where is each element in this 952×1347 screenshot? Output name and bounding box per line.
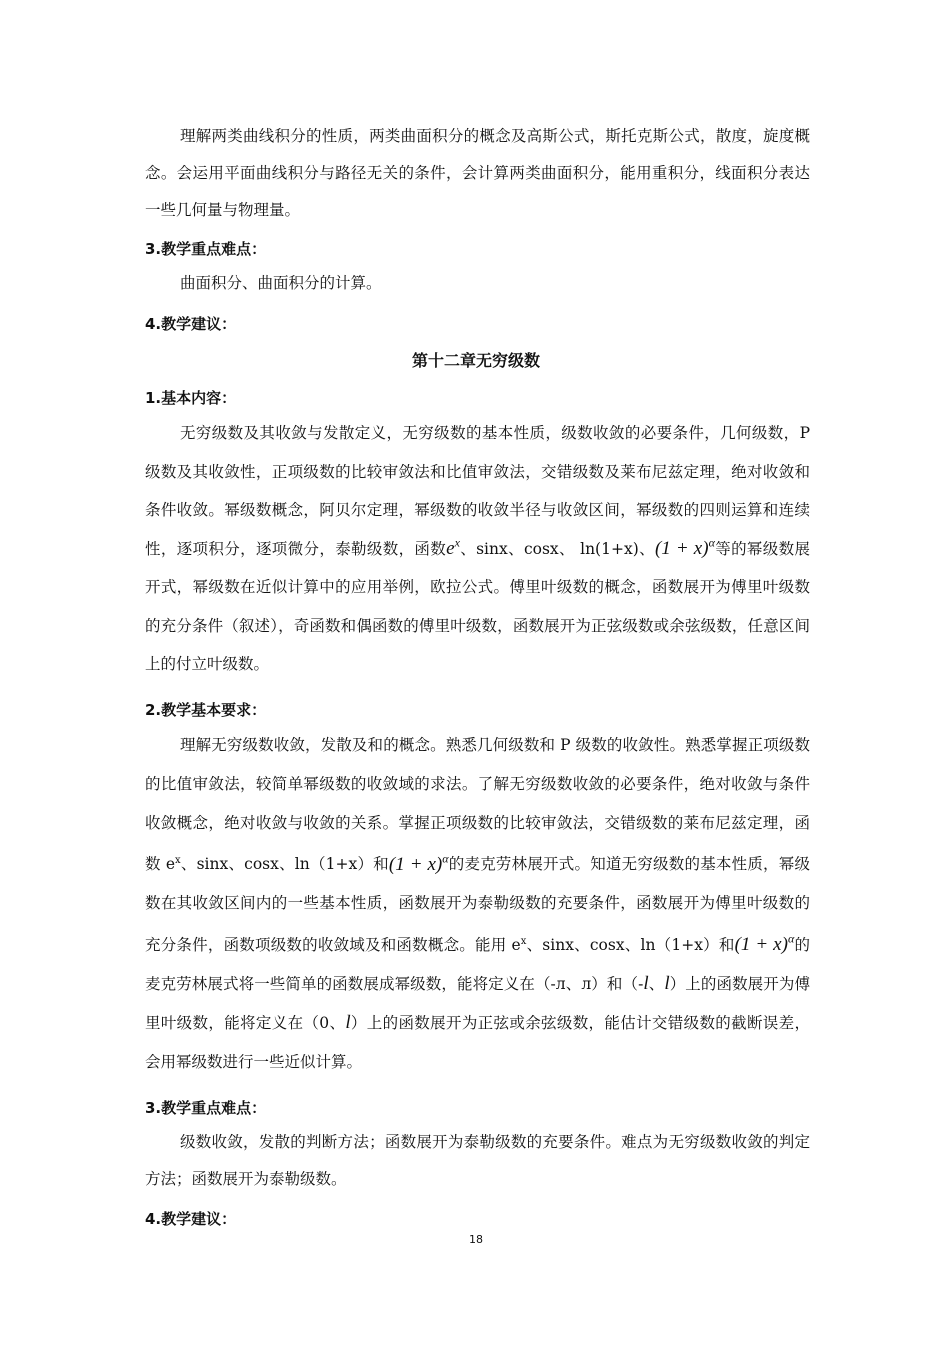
- heading-teaching-suggestions: 4.教学建议：: [145, 315, 237, 333]
- formula-binomial-2-exponent: α: [442, 851, 449, 866]
- requirements-e-exponent-2: x: [520, 936, 527, 948]
- formula-binomial-exponent: α: [708, 535, 715, 550]
- basic-content-text-3: 等的幂级数展开式，幂级数在近似计算中的应用举例，欧拉公式。傅里叶级数的概念，函数展开为傅里叶级数的充分条件（叙述），奇函数和偶函数的傅里叶级数，函数展开为正弦级数或余弦级数，任意区间上的付立叶级数。: [145, 539, 810, 673]
- formula-ell-1: l: [643, 973, 649, 995]
- requirements-text-8: ）上的函数展开为正弦或余弦级数，能估计交错级数的截断误差，会用幂级数进行一些近似计算。: [145, 1013, 810, 1071]
- formula-binomial-2: [388, 851, 449, 875]
- formula-binomial-3: [734, 931, 795, 956]
- requirements-text-4: 、sinx、cosx、ln（1+x）和: [526, 936, 735, 955]
- paragraph-basic-content: [145, 414, 810, 684]
- requirements-text-5: 的麦克劳林展式将一些简单的函数展成幂级数，能将定义在（-л、л）和（-: [145, 936, 810, 994]
- requirements-text-1: 理解无穷级数收敛，发散及和的概念。熟悉几何级数和 P 级数的收敛性。熟悉掌握正项级数的比值审敛法，较简单幂级数的收敛域的求法。了解无穷级数收敛的必要条件，绝对收敛与条件收敛概念，绝对收敛与收敛的关系。掌握正项级数的比较审敛法，交错级数的莱布尼兹定理，函数 e: [145, 736, 810, 874]
- basic-content-text-1: 无穷级数及其收敛与发散定义，无穷级数的基本性质，级数收敛的必要条件，几何级数，P 级数及其收敛性，正项级数的比较审敛法和比值审敛法，交错级数及莱布尼兹定理，绝对收敛和条件收敛。幂级数概念，阿贝尔定理，幂级数的收敛半径与收敛区间，幂级数的四则运算和连续性，逐项积分，逐项微分，泰勒级数，函数: [145, 424, 810, 558]
- heading-key-difficult-points: 3.教学重点难点：: [145, 240, 267, 258]
- paragraph-basic-requirements: [145, 726, 810, 1081]
- heading-key-difficult-points-2: 3.教学重点难点：: [145, 1099, 267, 1117]
- requirements-text-6: 、: [648, 975, 665, 994]
- requirements-text-7: ）上的函数展开为傅里叶级数，能将定义在（0、: [145, 975, 810, 1032]
- formula-binomial: [654, 535, 715, 559]
- paragraph-line-integral-requirements: 理解两类曲线积分的性质，两类曲面积分的概念及高斯公式，斯托克斯公式，散度，旋度概念。会运用平面曲线积分与路径无关的条件，会计算两类曲面积分，能用重积分，线面积分表达一些几何量与物理量。: [145, 127, 810, 219]
- chapter-title: 第十二章无穷级数: [411, 351, 540, 370]
- heading-teaching-suggestions-2: 4.教学建议：: [145, 1210, 237, 1228]
- formula-binomial-3-base: (1 + x): [734, 934, 788, 956]
- formula-ell-2: l: [664, 973, 670, 995]
- formula-e-to-x: [446, 535, 460, 559]
- formula-binomial-base: (1 + x): [654, 537, 709, 559]
- basic-content-text-2: 、sinx、cosx、 ln(1+x)、: [459, 539, 655, 558]
- paragraph-key-points: 曲面积分、曲面积分的计算。: [180, 274, 382, 292]
- paragraph-key-points-2: 级数收敛，发散的判断方法；函数展开为泰勒级数的充要条件。难点为无穷级数收敛的判定方法；函数展开为泰勒级数。: [145, 1133, 810, 1188]
- heading-basic-requirements: 2.教学基本要求：: [145, 701, 267, 719]
- heading-basic-content: 1.基本内容：: [145, 389, 237, 407]
- requirements-text-2: 、sinx、cosx、ln（1+x）和: [180, 855, 389, 874]
- page-number: 18: [469, 1233, 483, 1246]
- formula-binomial-2-base: (1 + x): [388, 853, 443, 875]
- requirements-text-3: 的麦克劳林展开式。知道无穷级数的基本性质，幂级数在其收敛区间内的一些基本性质，函数展开为泰勒级数的充要条件，函数展开为傅里叶级数的充分条件，函数项级数的收敛域及和函数概念。能用 e: [145, 855, 810, 955]
- requirements-e-exponent-1: x: [175, 855, 181, 867]
- formula-e-base: e: [446, 537, 455, 559]
- formula-e-exponent: x: [454, 535, 460, 550]
- formula-ell-3: l: [345, 1011, 351, 1033]
- formula-binomial-3-exponent: α: [787, 931, 795, 946]
